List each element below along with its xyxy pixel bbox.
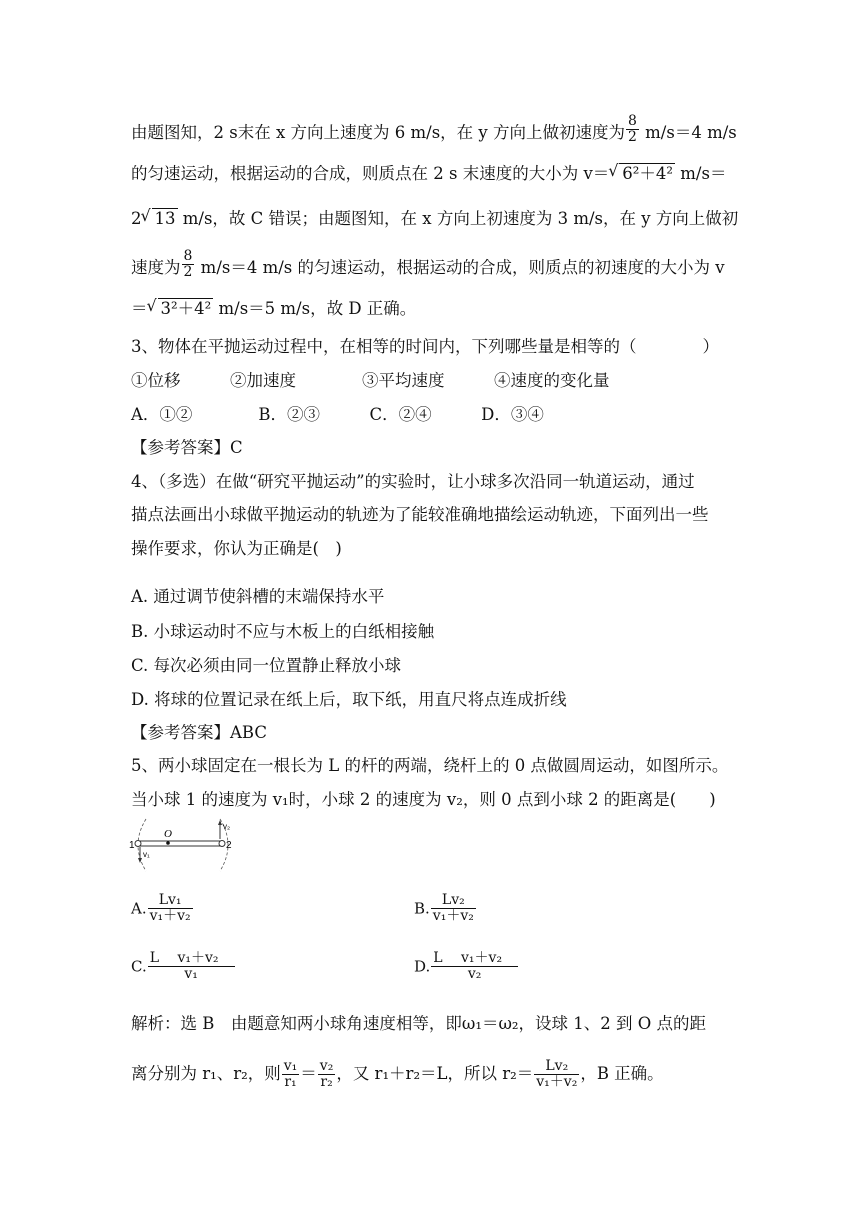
q3-items: ①位移 ②加速度 ③平均速度 ④速度的变化量 [131, 371, 610, 390]
text: 由题图知，2 s末在 x 方向上速度为 6 m/s，在 y 方向上做初速度为 [131, 123, 625, 142]
option-fraction [431, 951, 518, 982]
q3-stem: 3、物体在平抛运动过程中，在相等的时间内，下列哪些量是相等的（ ） [131, 337, 719, 356]
denominator: v₂ [467, 966, 482, 982]
q5-solution-line-2 [131, 1059, 664, 1090]
option-letter: C. [131, 957, 147, 976]
label-v2: v₂ [223, 822, 231, 831]
option-letter: B. [414, 899, 430, 918]
sqrt-expression: √ 6²＋4² [619, 163, 675, 184]
analysis-line-3 [131, 208, 738, 229]
denominator: 2 [183, 264, 193, 280]
q5-option-a [131, 893, 194, 924]
label-2: 2 [226, 840, 232, 851]
q5-stem-line-2: 当小球 1 的速度为 v₁时，小球 2 的速度为 v₂，则 0 点到小球 2 的距离是( ) [131, 790, 716, 809]
text: 2 [131, 209, 142, 228]
numerator: Lv₁ [148, 893, 193, 909]
text: 速度为 [131, 258, 181, 277]
rod [138, 841, 222, 846]
numerator: v₁ [283, 1058, 298, 1074]
numerator: L v₁＋v₂ [431, 951, 518, 967]
label-o: O [164, 828, 172, 840]
fraction-v1-r1 [282, 1059, 300, 1090]
q4-stem-line-3: 操作要求，你认为正确是( ) [131, 539, 342, 558]
label-1: 1 [129, 840, 135, 851]
q4-option-b: B. 小球运动时不应与木板上的白纸相接触 [131, 622, 435, 641]
q4-answer: 【参考答案】ABC [131, 723, 267, 742]
label-v1: v₁ [143, 850, 150, 859]
text: ＝ [300, 1064, 317, 1083]
sqrt-expression: √ 3²＋4² [158, 298, 214, 319]
numerator: L v₁＋v₂ [148, 951, 235, 967]
denominator: r₂ [320, 1074, 333, 1090]
text: m/s，故 C 错误；由题图知，在 x 方向上初速度为 3 m/s，在 y 方向上做初 [182, 209, 739, 228]
q3-choices: A．①② B．②③ C．②④ D．③④ [131, 405, 544, 424]
denominator: 2 [627, 129, 637, 145]
fraction-lv2 [534, 1059, 579, 1090]
q5-solution-line-1: 解析：选 B 由题意知两小球角速度相等，即ω₁＝ω₂，设球 1、2 到 O 点的距 [131, 1014, 707, 1033]
text: ＝ [131, 299, 148, 318]
text: m/s＝4 m/s 的匀速运动，根据运动的合成，则质点的初速度的大小为 v [200, 258, 725, 277]
q3-answer: 【参考答案】C [131, 438, 243, 457]
q5-option-d [414, 951, 519, 982]
numerator: Lv₂ [534, 1059, 579, 1075]
rod-rotation-figure [128, 817, 240, 873]
denominator: v₁＋v₂ [149, 908, 191, 924]
q5-option-b [414, 893, 477, 924]
analysis-line-1 [131, 113, 737, 149]
q5-stem-line-1: 5、两小球固定在一根长为 L 的杆的两端，绕杆上的 0 点做圆周运动，如图所示。 [131, 756, 729, 775]
option-letter: D. [414, 957, 431, 976]
option-fraction [148, 893, 193, 924]
text: 的匀速运动，根据运动的合成，则质点在 2 s 末速度的大小为 v＝ [131, 164, 610, 183]
numerator: v₂ [319, 1058, 334, 1074]
q4-option-d: D. 将球的位置记录在纸上后，取下纸，用直尺将点连成折线 [131, 690, 567, 709]
option-fraction [431, 893, 476, 924]
fraction-8-over-2 [626, 114, 639, 145]
q4-option-c: C. 每次必须由同一位置静止释放小球 [131, 656, 402, 675]
numerator: Lv₂ [431, 893, 476, 909]
numerator: 8 [627, 113, 637, 129]
denominator: v₁ [184, 966, 198, 982]
q4-option-a: A. 通过调节使斜槽的末端保持水平 [131, 587, 385, 606]
analysis-line-2 [131, 163, 726, 184]
text: ，B 正确。 [580, 1064, 664, 1083]
text: m/s＝5 m/s，故 D 正确。 [218, 299, 417, 318]
option-letter: A. [131, 899, 147, 918]
q5-option-c [131, 951, 236, 982]
fraction-v2-r2 [318, 1059, 336, 1090]
text: ，又 r₁＋r₂＝L，所以 r₂＝ [336, 1064, 534, 1083]
fraction-8-over-2 [182, 249, 195, 280]
denominator: v₁＋v₂ [432, 908, 474, 924]
ball-2 [219, 841, 225, 847]
denominator: r₁ [284, 1074, 297, 1090]
option-fraction [148, 951, 235, 982]
analysis-line-5 [131, 298, 416, 319]
text: m/s＝4 m/s [645, 123, 737, 142]
q4-stem-line-2: 描点法画出小球做平抛运动的轨迹为了能较准确地描绘运动轨迹，下面列出一些 [131, 505, 709, 524]
analysis-line-4 [131, 248, 725, 284]
q4-stem-line-1: 4、（多选）在做“研究平抛运动”的实验时，让小球多次沿同一轨道运动，通过 [131, 472, 695, 491]
denominator: v₁＋v₂ [536, 1074, 578, 1090]
sqrt-expression: √ 13 [152, 208, 178, 229]
numerator: 8 [183, 248, 193, 264]
pivot-point [166, 841, 170, 845]
text: 离分别为 r₁、r₂，则 [131, 1064, 281, 1083]
text: m/s＝ [680, 164, 727, 183]
ball-1 [135, 841, 141, 847]
